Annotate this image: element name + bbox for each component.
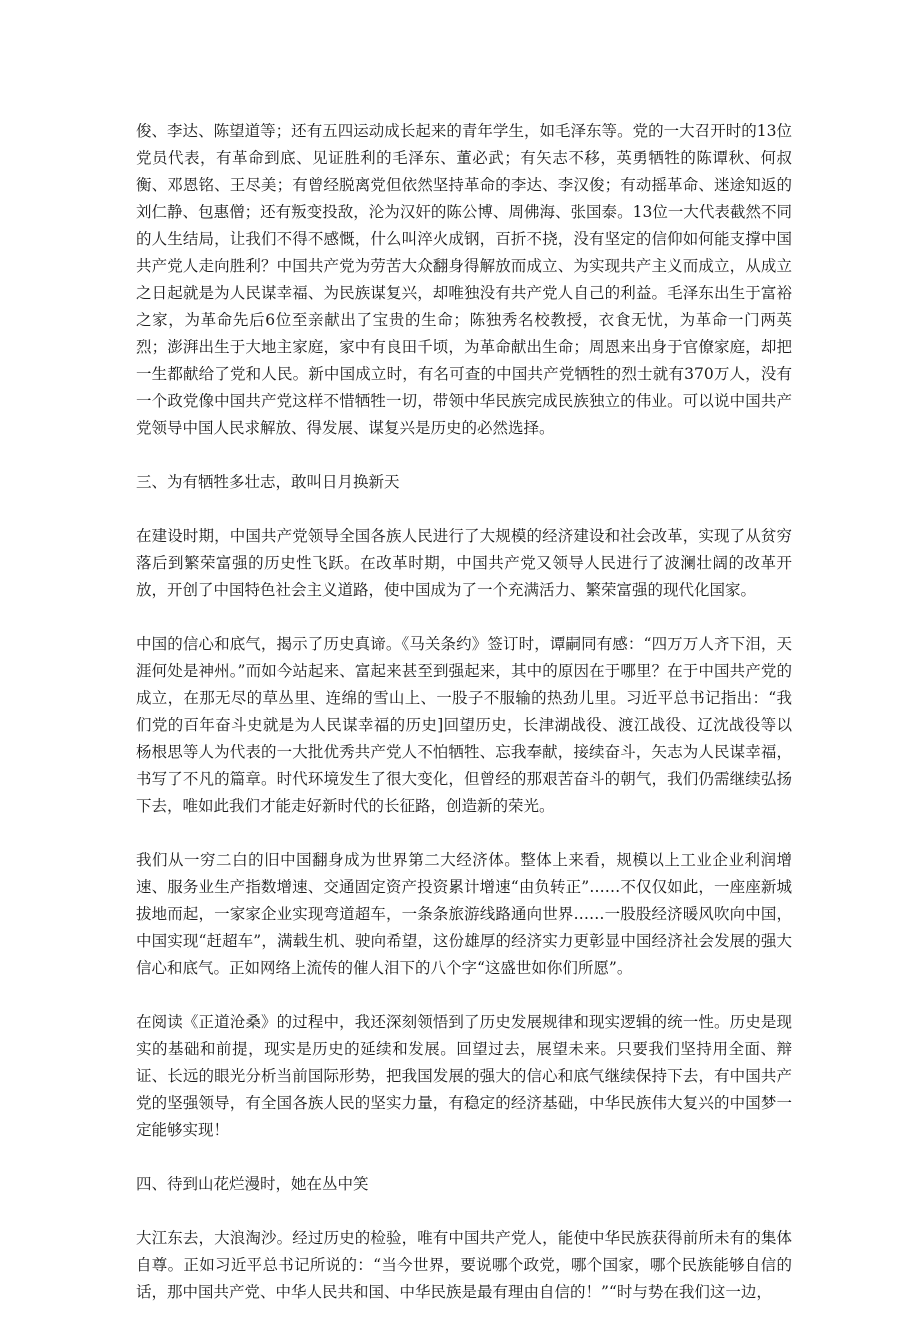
section-heading: 四、待到山花烂漫时，她在丛中笑	[136, 1175, 369, 1193]
paragraph: 我们从一穷二白的旧中国翻身成为世界第二大经济体。整体上来看，规模以上工业企业利润增速、服务业生产指数增速、交通固定资产投资累计增速“由负转正”……不仅仅如此，一座座新城拔地而起，一家家企业实现弯道超车，一条条旅游线路通向世界……一股股经济暖风吹向中国，中国实现“赶超车”，满载生机、驶向希望，这份雄厚的经济实力更彰显中国经济社会发展的强大信心和底气。正如网络上流传的催人泪下的八个字“这盛世如你们所愿”。	[136, 851, 792, 977]
paragraph: 在阅读《正道沧桑》的过程中，我还深刻领悟到了历史发展规律和现实逻辑的统一性。历史是现实的基础和前提，现实是历史的延续和发展。回望过去，展望未来。只要我们坚持用全面、辩证、长远的眼光分析当前国际形势，把我国发展的强大的信心和底气继续保持下去，有中国共产党的坚强领导，有全国各族人民的坚实力量，有稳定的经济基础，中华民族伟大复兴的中国梦一定能够实现！	[136, 1013, 792, 1139]
paragraph: 俊、李达、陈望道等；还有五四运动成长起来的青年学生，如毛泽东等。党的一大召开时的13位党员代表，有革命到底、见证胜利的毛泽东、董必武；有矢志不移，英勇牺牲的陈谭秋、何叔衡、邓恩铭、王尽美；有曾经脱离党但依然坚持革命的李达、李汉俊；有动摇革命、迷途知返的刘仁静、包惠僧；还有叛变投敌，沦为汉奸的陈公博、周佛海、张国泰。13位一大代表截然不同的人生结局，让我们不得不感慨，什么叫淬火成钢，百折不挠，没有坚定的信仰如何能支撑中国共产党人走向胜利？中国共产党为劳苦大众翻身得解放而成立、为实现共产主义而成立，从成立之日起就是为人民谋幸福、为民族谋复兴，却唯独没有共产党人自己的利益。毛泽东出生于富裕之家，为革命先后6位至亲献出了宝贵的生命；陈独秀名校教授，衣食无忧，为革命一门两英烈；澎湃出生于大地主家庭，家中有良田千顷，为革命献出生命；周恩来出身于官僚家庭，却把一生都献给了党和人民。新中国成立时，有名可查的中国共产党牺牲的烈士就有370万人，没有一个政党像中国共产党这样不惜牺牲一切，带领中华民族完成民族独立的伟业。可以说中国共产党领导中国人民求解放、得发展、谋复兴是历史的必然选择。	[136, 122, 792, 437]
paragraph: 中国的信心和底气，揭示了历史真谛。《马关条约》签订时，谭嗣同有感：“四万万人齐下泪，天涯何处是神州。”而如今站起来、富起来甚至到强起来，其中的原因在于哪里？在于中国共产党的成立，在那无尽的草丛里、连绵的雪山上、一股子不服输的热劲儿里。习近平总书记指出：“我们党的百年奋斗史就是为人民谋幸福的历史]回望历史，长津湖战役、渡江战役、辽沈战役等以杨根思等人为代表的一大批优秀共产党人不怕牺牲、忘我奉献，接续奋斗，矢志为人民谋幸福，书写了不凡的篇章。时代环境发生了很大变化，但曾经的那艰苦奋斗的朝气，我们仍需继续弘扬下去，唯如此我们才能走好新时代的长征路，创造新的荣光。	[136, 635, 792, 815]
paragraph: 在建设时期，中国共产党领导全国各族人民进行了大规模的经济建设和社会改革，实现了从贫穷落后到繁荣富强的历史性飞跃。在改革时期，中国共产党又领导人民进行了波澜壮阔的改革开放，开创了中国特色社会主义道路，使中国成为了一个充满活力、繁荣富强的现代化国家。	[136, 527, 792, 599]
section-heading: 三、为有牺牲多壮志，敢叫日月换新天	[136, 473, 400, 491]
paragraph: 大江东去，大浪淘沙。经过历史的检验，唯有中国共产党人，能使中华民族获得前所未有的集体自尊。正如习近平总书记所说的：“当今世界，要说哪个政党，哪个国家，哪个民族能够自信的话，那中国共产党、中华人民共和国、中华民族是最有理由自信的！”“时与势在我们这一边，	[136, 1229, 792, 1301]
document-body	[136, 118, 792, 1333]
